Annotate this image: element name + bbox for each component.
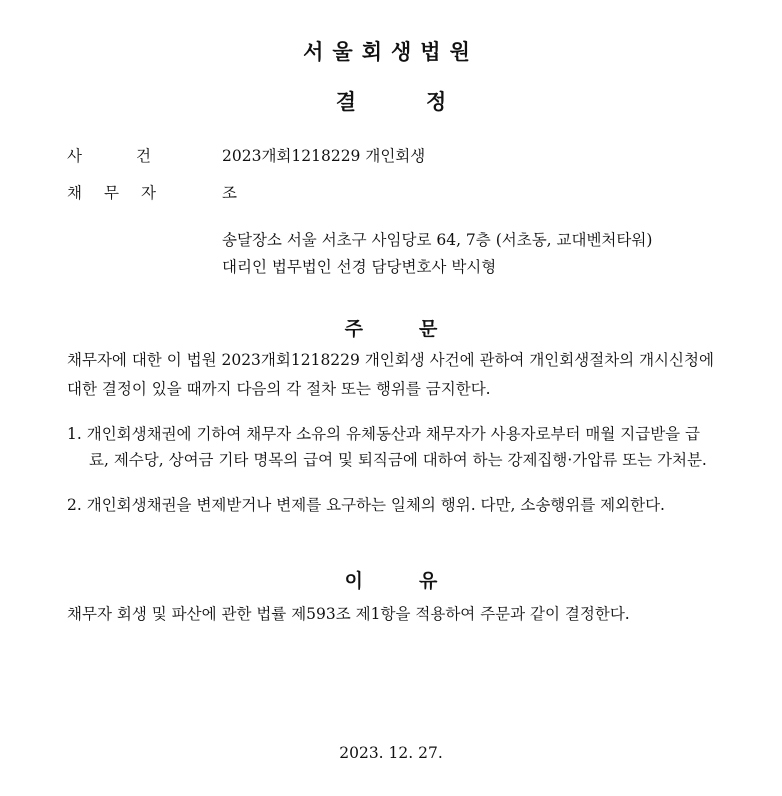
service-address: 송달장소 서울 서초구 사임당로 64, 7층 (서초동, 교대벤처타워) bbox=[222, 231, 653, 249]
order-item-1: 1. 개인회생채권에 기하여 채무자 소유의 유체동산과 채무자가 사용자로부터 매월 지급받을 급료, 제수당, 상여금 기타 명목의 급여 및 퇴직금에 대하여 하는 강제집행·가압류 또는 가처분. bbox=[67, 425, 707, 469]
legal-agent: 대리인 법무법인 선경 담당변호사 박시형 bbox=[222, 258, 497, 276]
reason-heading: 이유 bbox=[344, 570, 494, 592]
debtor-name: 조 bbox=[222, 184, 237, 202]
order-heading: 주문 bbox=[344, 318, 494, 340]
document-type: 결정 bbox=[335, 90, 517, 114]
debtor-label: 채무자 bbox=[67, 184, 178, 202]
case-number: 2023개회1218229 개인회생 bbox=[222, 147, 426, 165]
case-label: 사건 bbox=[67, 147, 205, 165]
reason-text: 채무자 회생 및 파산에 관한 법률 제593조 제1항을 적용하여 주문과 같이 결정한다. bbox=[67, 605, 630, 623]
order-intro: 채무자에 대한 이 법원 2023개회1218229 개인회생 사건에 관하여 개인회생절차의 개시신청에 대한 결정이 있을 때까지 다음의 각 절차 또는 행위를 금지한다. bbox=[67, 351, 714, 398]
decision-date: 2023. 12. 27. bbox=[339, 744, 443, 762]
court-name: 서울회생법원 bbox=[303, 40, 479, 64]
order-item-2: 2. 개인회생채권을 변제받거나 변제를 요구하는 일체의 행위. 다만, 소송행위를 제외한다. bbox=[67, 496, 665, 514]
